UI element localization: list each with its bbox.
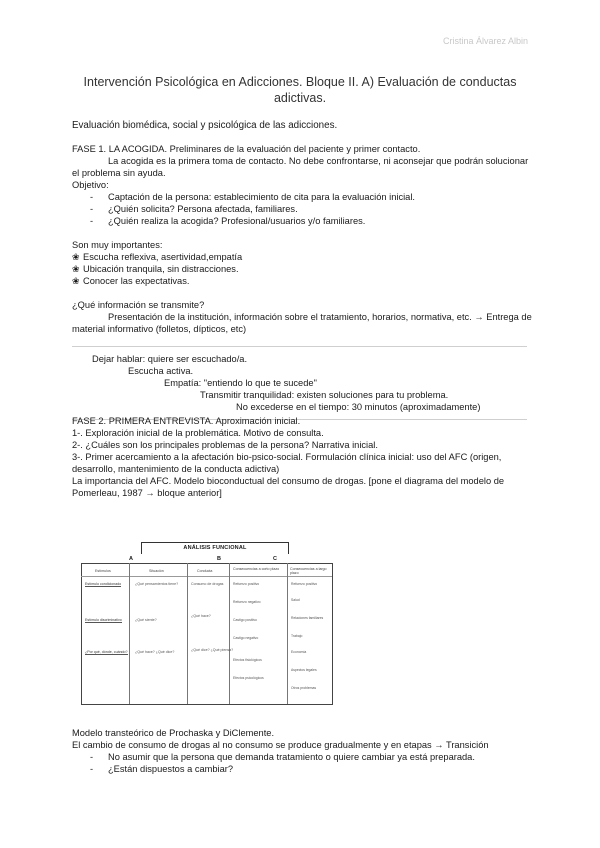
figure-long-item: Otros problemas [291,686,317,690]
figure-col-header: Estímulos [95,569,111,573]
important-item [72,251,242,263]
objective-item [90,191,415,203]
info-line2: material informativo (folletos, dípticos, etc) [72,324,247,334]
figure-cell-text: Estímulo condicionado [85,582,122,586]
fase2-heading [72,415,300,427]
figure-cell-text: ¿Por qué, dónde, cuándo? [85,650,128,654]
important-label: Son muy importantes: [72,240,163,250]
fase1-heading-number: FASE 1. [72,144,107,154]
modelo-item [90,751,475,763]
stair-line-2: Escucha activa. [128,366,194,376]
figure-header-divider [81,576,332,577]
figure-label-b: B [217,556,221,562]
star-bullet-icon: ❀ [72,276,80,286]
info-line1: Presentación de la institución, información sobre el tratamiento, horarios, normativa, etc. → Entrega de [108,312,532,322]
figure-col-header: Conducta [197,569,213,573]
fase1-heading [72,143,420,155]
figure-long-item: Relaciones familiares [291,616,324,620]
important-text: Ubicación tranquila, sin distracciones. [83,264,239,274]
star-bullet-icon: ❀ [72,264,80,274]
objective-item [90,203,298,215]
figure-cell [85,618,122,623]
fase2-heading-number: FASE 2. [72,416,107,426]
fase2-item-3: 3-. Primer acercamiento a la afectación bio-psico-social. Formulación clínica inicial: uso del AFC (origen, [72,452,502,462]
figure-long-item: Trabajo [291,634,303,638]
info-question: ¿Qué información se transmite? [72,300,205,310]
figure-cell: ¿Qué dice? ¿Qué piensa? [191,648,234,652]
fase2-heading-text: PRIMERA ENTREVISTA. Aproximación inicial. [106,416,301,426]
figure-col-divider [287,563,288,704]
dash-marker: - [90,216,94,226]
figure-col-divider [187,563,188,704]
figure-cell: ¿Qué siente? [135,618,157,622]
fase2-item-1: 1-. Exploración inicial de la problemática. Motivo de consulta. [72,428,324,438]
figure-cell: ¿Qué hace? ¿Qué dice? [135,650,175,654]
author-name: Cristina Álvarez Albin [442,36,528,46]
fase2-item-3-cont: desarrollo, mantenimiento de la conducta adictiva) [72,464,280,474]
stair-line-5: No excederse en el tiempo: 30 minutos (aproximadamente) [236,402,481,412]
divider-top [72,346,527,347]
stair-line-1: Dejar hablar: quiere ser escuchado/a. [92,354,248,364]
afc-importance-line2: Pomerleau, 1987 → bloque anterior] [72,488,222,498]
figure-cell: ¿Qué hace? [191,614,211,618]
figure-short-item: Efectos fisiológicos [233,658,262,662]
modelo-item [90,763,233,775]
objective-text: ¿Quién realiza la acogida? Profesional/usuarios y/o familiares. [108,216,366,226]
figure-long-item: Salud [291,598,300,602]
figure-col-divider [129,563,130,704]
fase1-heading-text: LA ACOGIDA. Preliminares de la evaluación del paciente y primer contacto. [106,144,421,154]
figure-short-item: Castigo positivo [233,618,257,622]
objective-text: Captación de la persona: establecimiento de cita para la evaluación inicial. [108,192,415,202]
figure-cell [85,582,121,587]
figure-title: ANÁLISIS FUNCIONAL [141,542,289,554]
important-item [72,263,239,275]
figure-cell: Consumo de drogas [191,582,224,586]
figure-long-item: Aspectos legales [291,668,317,672]
stair-line-4: Transmitir tranquilidad: existen soluciones para tu problema. [200,390,449,400]
objective-item [90,215,365,227]
figure-long-item: Refuerzo positivo [291,582,318,586]
objective-text: ¿Quién solicita? Persona afectada, familiares. [108,204,298,214]
figure-cell-text: Estímulo discriminativo [85,618,122,622]
objetivo-label: Objetivo: [72,180,109,190]
figure-col-header: Consecuencias a largo plazo [290,567,327,575]
modelo-item-text: No asumir que la persona que demanda tratamiento o quiere cambiar ya está preparada. [108,752,475,762]
fase1-intro-line2: el problema sin ayuda. [72,168,166,178]
figure-label-c: C [273,556,277,562]
important-text: Escucha reflexiva, asertividad,empatía [83,252,243,262]
figure-col-header: Consecuencias a corto plazo [233,567,280,571]
fase2-item-2: 2-. ¿Cuáles son los principales problemas de la persona? Narrativa inicial. [72,440,378,450]
figure-short-item: Efectos psicológicos [233,676,264,680]
figure-short-item: Castigo negativo [233,636,259,640]
modelo-heading: Modelo transteórico de Prochaska y DiClemente. [72,728,275,738]
page-title: Intervención Psicológica en Adicciones. Bloque II. A) Evaluación de conductas adictivas. [83,75,517,105]
figure-col-header: Situación [149,569,164,573]
modelo-item-text: ¿Están dispuestos a cambiar? [108,764,234,774]
dash-marker: - [90,764,94,774]
fase1-intro-line1: La acogida es la primera toma de contacto. No debe confrontarse, ni aconsejar que podrán solucionar [108,156,529,166]
subtitle: Evaluación biomédica, social y psicológica de las adicciones. [72,120,338,131]
dash-marker: - [90,204,94,214]
star-bullet-icon: ❀ [72,252,80,262]
figure-short-item: Refuerzo negativo [233,600,261,604]
afc-importance-line1: La importancia del AFC. Modelo bioconductual del consumo de drogas. [pone el diagrama del modelo de [72,476,505,486]
figure-label-a: A [129,556,133,562]
figure-long-item: Economía [291,650,307,654]
dash-marker: - [90,752,94,762]
important-item [72,275,189,287]
functional-analysis-figure [77,540,335,706]
figure-cell: ¿Qué pensamientos tiene? [135,582,179,586]
stair-line-3: Empatía: "entiendo lo que te sucede" [164,378,317,388]
figure-col-divider [229,563,230,704]
important-text: Conocer las expectativas. [83,276,190,286]
dash-marker: - [90,192,94,202]
figure-short-item: Refuerzo positivo [233,582,260,586]
figure-cell [85,650,128,655]
modelo-line1: El cambio de consumo de drogas al no consumo se produce gradualmente y en etapas → Transición [72,740,489,750]
